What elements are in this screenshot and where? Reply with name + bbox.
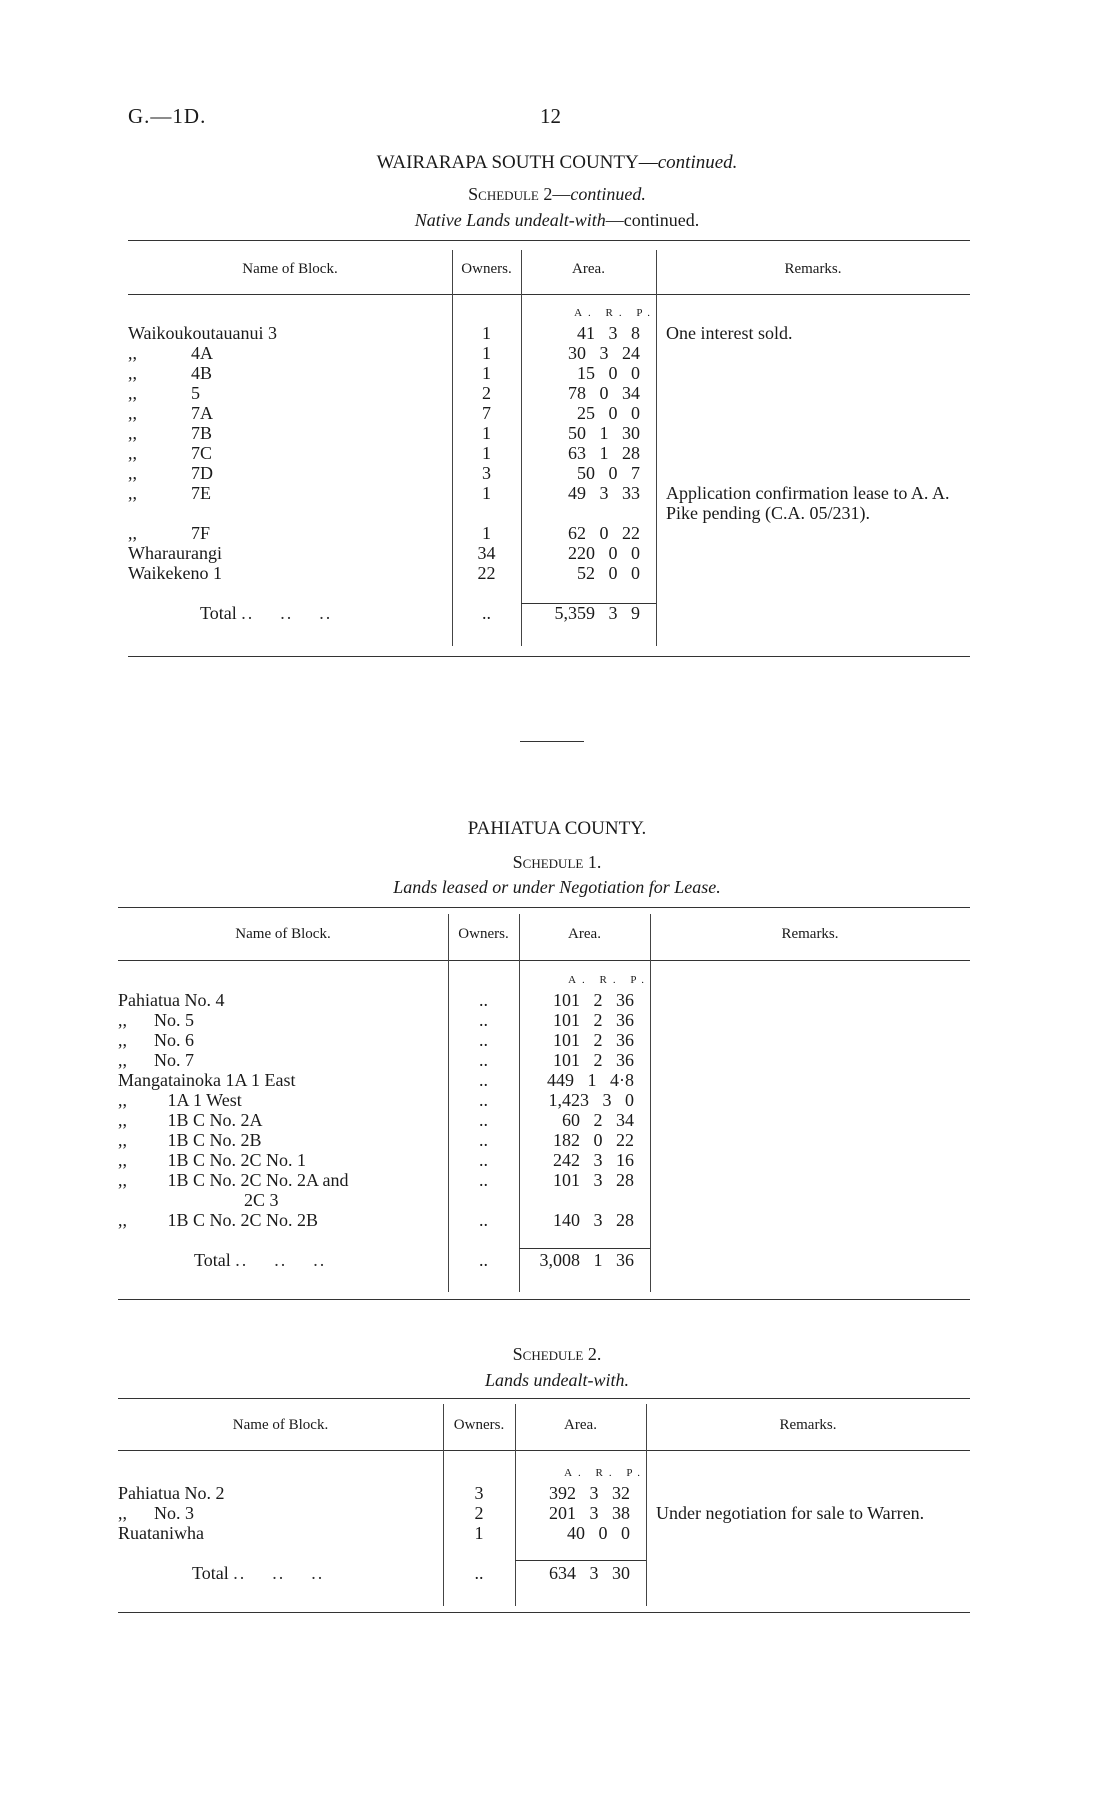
schedule-heading: Schedule 2. bbox=[512, 1344, 602, 1364]
remark-text: Application confirmation lease to A. A. Pike pending (C.A. 05/231). bbox=[666, 483, 950, 523]
area-value: 78 0 34 bbox=[568, 383, 640, 403]
area-value: 50 0 7 bbox=[577, 463, 640, 483]
column-header-remarks: Remarks. bbox=[784, 260, 842, 277]
schedule-subtitle: Lands leased or under Negotiation for Lease. bbox=[393, 877, 721, 897]
owners-count: .. bbox=[479, 1030, 488, 1050]
block-name: ,, 1B C No. 2A bbox=[118, 1110, 263, 1130]
total-area: 5,359 3 9 bbox=[554, 603, 640, 623]
total-owners: .. bbox=[479, 1250, 488, 1270]
remark-text: Under negotiation for sale to Warren. bbox=[656, 1503, 925, 1523]
county-title-pahiatua: PAHIATUA COUNTY. bbox=[467, 818, 647, 839]
area-value: 220 0 0 bbox=[568, 543, 640, 563]
total-row bbox=[128, 603, 970, 623]
table-row bbox=[128, 363, 970, 383]
area-value: 63 1 28 bbox=[568, 443, 640, 463]
schedule-continued: continued. bbox=[570, 184, 646, 204]
block-name: ,, 7F bbox=[128, 523, 211, 543]
owners-count: 1 bbox=[482, 443, 491, 463]
schedule-table bbox=[118, 908, 970, 1270]
area-value: 52 0 0 bbox=[577, 563, 640, 583]
area-value: 242 3 16 bbox=[553, 1150, 634, 1170]
block-name: ,, No. 7 bbox=[118, 1050, 194, 1070]
owners-count: .. bbox=[479, 1130, 488, 1150]
area-value: 101 2 36 bbox=[553, 1010, 634, 1030]
area-value: 101 2 36 bbox=[553, 1030, 634, 1050]
total-area: 3,008 1 36 bbox=[539, 1250, 634, 1270]
table-row bbox=[118, 1050, 970, 1070]
area-value: 49 3 33 bbox=[568, 483, 640, 503]
area-value: 1,423 3 0 bbox=[548, 1090, 634, 1110]
block-name: Pahiatua No. 4 bbox=[118, 990, 225, 1010]
owners-count: 1 bbox=[482, 363, 491, 383]
owners-count: 7 bbox=[482, 403, 491, 423]
table-row bbox=[118, 990, 970, 1010]
owners-count: .. bbox=[479, 1010, 488, 1030]
block-name: Wharaurangi bbox=[128, 543, 222, 563]
county-continued: continued. bbox=[657, 152, 738, 173]
area-units: A. R. P. bbox=[564, 1467, 646, 1479]
block-name: ,, 7A bbox=[128, 403, 213, 423]
table-bottom-rule bbox=[118, 1299, 970, 1300]
owners-count: .. bbox=[479, 1110, 488, 1130]
schedule-label: Schedule 2— bbox=[468, 184, 571, 204]
owners-count: .. bbox=[479, 990, 488, 1010]
table-row bbox=[118, 1070, 970, 1090]
area-value: 60 2 34 bbox=[562, 1110, 634, 1130]
block-name: ,, 1B C No. 2C No. 1 bbox=[118, 1150, 307, 1170]
owners-count: 1 bbox=[482, 483, 491, 503]
area-value: 101 3 28 bbox=[553, 1170, 634, 1190]
owners-count: .. bbox=[479, 1150, 488, 1170]
block-name: Waikekeno 1 bbox=[128, 563, 223, 583]
owners-count: .. bbox=[479, 1090, 488, 1110]
table-row bbox=[118, 1170, 970, 1210]
column-header-area: Area. bbox=[564, 1416, 597, 1433]
column-header-remarks: Remarks. bbox=[779, 1416, 837, 1433]
area-value: 101 2 36 bbox=[553, 990, 634, 1010]
schedule-subtitle: Lands undealt-with. bbox=[484, 1370, 629, 1390]
total-area: 634 3 30 bbox=[549, 1563, 630, 1583]
owners-count: 1 bbox=[482, 423, 491, 443]
owners-count: .. bbox=[479, 1070, 488, 1090]
total-label: Total .. .. .. bbox=[200, 603, 333, 623]
table-row bbox=[118, 1130, 970, 1150]
table-row bbox=[118, 1110, 970, 1130]
total-owners: .. bbox=[482, 603, 491, 623]
area-units: A. R. P. bbox=[574, 307, 656, 319]
schedule-heading bbox=[0, 184, 1114, 205]
owners-count: 1 bbox=[474, 1523, 484, 1543]
section-separator bbox=[520, 741, 584, 742]
table-row bbox=[128, 323, 970, 343]
block-name: ,, 4B bbox=[128, 363, 213, 383]
area-value: 41 3 8 bbox=[577, 323, 640, 343]
schedule-subtitle bbox=[0, 210, 1114, 231]
table-header-row bbox=[128, 243, 970, 295]
remark-text bbox=[656, 443, 970, 463]
table-top-rule bbox=[128, 240, 970, 241]
column-header-owners: Owners. bbox=[458, 925, 509, 942]
owners-count: 22 bbox=[477, 563, 496, 583]
area-units: A. R. P. bbox=[568, 974, 650, 986]
owners-count: 3 bbox=[474, 1483, 484, 1503]
block-name: Pahiatua No. 2 bbox=[118, 1483, 225, 1503]
block-name: ,, 7B bbox=[128, 423, 213, 443]
total-label: Total .. .. .. bbox=[192, 1563, 325, 1583]
document-reference: G.—1D. bbox=[128, 104, 207, 128]
county-name: WAIRARAPA SOUTH COUNTY— bbox=[376, 152, 658, 173]
area-value: 50 1 30 bbox=[568, 423, 640, 443]
remark-text bbox=[656, 363, 970, 383]
county-title-wairarapa bbox=[0, 152, 1114, 174]
remark-text bbox=[656, 383, 970, 403]
remark-text bbox=[656, 463, 970, 483]
table-bottom-rule bbox=[128, 656, 970, 657]
column-header-owners: Owners. bbox=[453, 1416, 505, 1433]
subtitle-text: Native Lands undealt-with bbox=[414, 210, 606, 230]
total-row bbox=[118, 1563, 970, 1583]
total-label: Total .. .. .. bbox=[194, 1250, 327, 1270]
block-name: ,, 7D bbox=[128, 463, 213, 483]
table-row bbox=[128, 543, 970, 563]
area-value: 25 0 0 bbox=[577, 403, 640, 423]
area-value: 15 0 0 bbox=[577, 363, 640, 383]
table-row bbox=[118, 1483, 970, 1503]
owners-count: 1 bbox=[482, 323, 491, 343]
table-row bbox=[128, 483, 970, 523]
table-row bbox=[128, 443, 970, 463]
remark-text bbox=[656, 423, 970, 443]
block-name: ,, 1B C No. 2B bbox=[118, 1130, 262, 1150]
column-header-area: Area. bbox=[572, 260, 605, 277]
column-header-name: Name of Block. bbox=[235, 925, 331, 942]
total-row bbox=[118, 1250, 970, 1270]
column-header-remarks: Remarks. bbox=[781, 925, 839, 942]
area-value: 101 2 36 bbox=[553, 1050, 634, 1070]
owners-count: 34 bbox=[477, 543, 496, 563]
column-header-owners: Owners. bbox=[461, 260, 512, 277]
schedule-heading: Schedule 1. bbox=[512, 852, 602, 872]
block-name: Ruataniwha bbox=[118, 1523, 204, 1543]
table-row bbox=[128, 383, 970, 403]
block-name: ,, No. 5 bbox=[118, 1010, 194, 1030]
area-value: 449 1 4·8 bbox=[547, 1070, 634, 1090]
block-name: Mangatainoka 1A 1 East bbox=[118, 1070, 296, 1090]
area-value: 140 3 28 bbox=[553, 1210, 634, 1230]
table-row bbox=[128, 343, 970, 363]
block-name: ,, 1A 1 West bbox=[118, 1090, 242, 1110]
total-owners: .. bbox=[474, 1563, 484, 1583]
area-value: 62 0 22 bbox=[568, 523, 640, 543]
column-header-name: Name of Block. bbox=[232, 1416, 329, 1433]
remark-text bbox=[656, 403, 970, 423]
block-name: ,, 7C bbox=[128, 443, 213, 463]
schedule-table bbox=[128, 243, 970, 623]
owners-count: .. bbox=[479, 1050, 488, 1070]
block-name: ,, No. 3 bbox=[118, 1503, 194, 1523]
owners-count: 1 bbox=[482, 523, 491, 543]
table-row bbox=[118, 1010, 970, 1030]
page-number: 12 bbox=[540, 104, 561, 128]
block-name: ,, 1B C No. 2C No. 2A and 2C 3 bbox=[118, 1170, 349, 1210]
area-value: 182 0 22 bbox=[553, 1130, 634, 1150]
table-header-row bbox=[118, 908, 970, 960]
block-name: ,, No. 6 bbox=[118, 1030, 194, 1050]
block-name: ,, 4A bbox=[128, 343, 213, 363]
block-name: ,, 1B C No. 2C No. 2B bbox=[118, 1210, 319, 1230]
table-row bbox=[128, 563, 970, 583]
remark-text bbox=[656, 563, 970, 583]
table-row bbox=[118, 1090, 970, 1110]
column-header-name: Name of Block. bbox=[242, 260, 338, 277]
table-row bbox=[118, 1210, 970, 1230]
table-row bbox=[128, 403, 970, 423]
subtitle-continued: —continued. bbox=[605, 210, 700, 230]
owners-count: .. bbox=[479, 1210, 488, 1230]
owners-count: .. bbox=[479, 1170, 488, 1190]
remark-text: One interest sold. bbox=[666, 323, 793, 343]
owners-count: 3 bbox=[482, 463, 491, 483]
remark-text bbox=[656, 523, 970, 543]
remark-text bbox=[656, 543, 970, 563]
area-value: 30 3 24 bbox=[568, 343, 640, 363]
table-row bbox=[128, 463, 970, 483]
owners-count: 1 bbox=[482, 343, 491, 363]
block-name: ,, 7E bbox=[128, 483, 211, 503]
area-value: 392 3 32 bbox=[549, 1483, 630, 1503]
owners-count: 2 bbox=[482, 383, 491, 403]
table-row bbox=[118, 1030, 970, 1050]
schedule-table bbox=[118, 1399, 970, 1583]
remark-text bbox=[656, 343, 970, 363]
table-row bbox=[128, 523, 970, 543]
column-header-area: Area. bbox=[568, 925, 601, 942]
area-value: 40 0 0 bbox=[567, 1523, 630, 1543]
table-row bbox=[118, 1150, 970, 1170]
table-bottom-rule bbox=[118, 1612, 970, 1613]
owners-count: 2 bbox=[474, 1503, 484, 1523]
table-header-row bbox=[118, 1399, 970, 1451]
area-value: 201 3 38 bbox=[549, 1503, 630, 1523]
table-row bbox=[128, 423, 970, 443]
block-name: Waikoukoutauanui 3 bbox=[128, 323, 278, 343]
block-name: ,, 5 bbox=[128, 383, 200, 403]
